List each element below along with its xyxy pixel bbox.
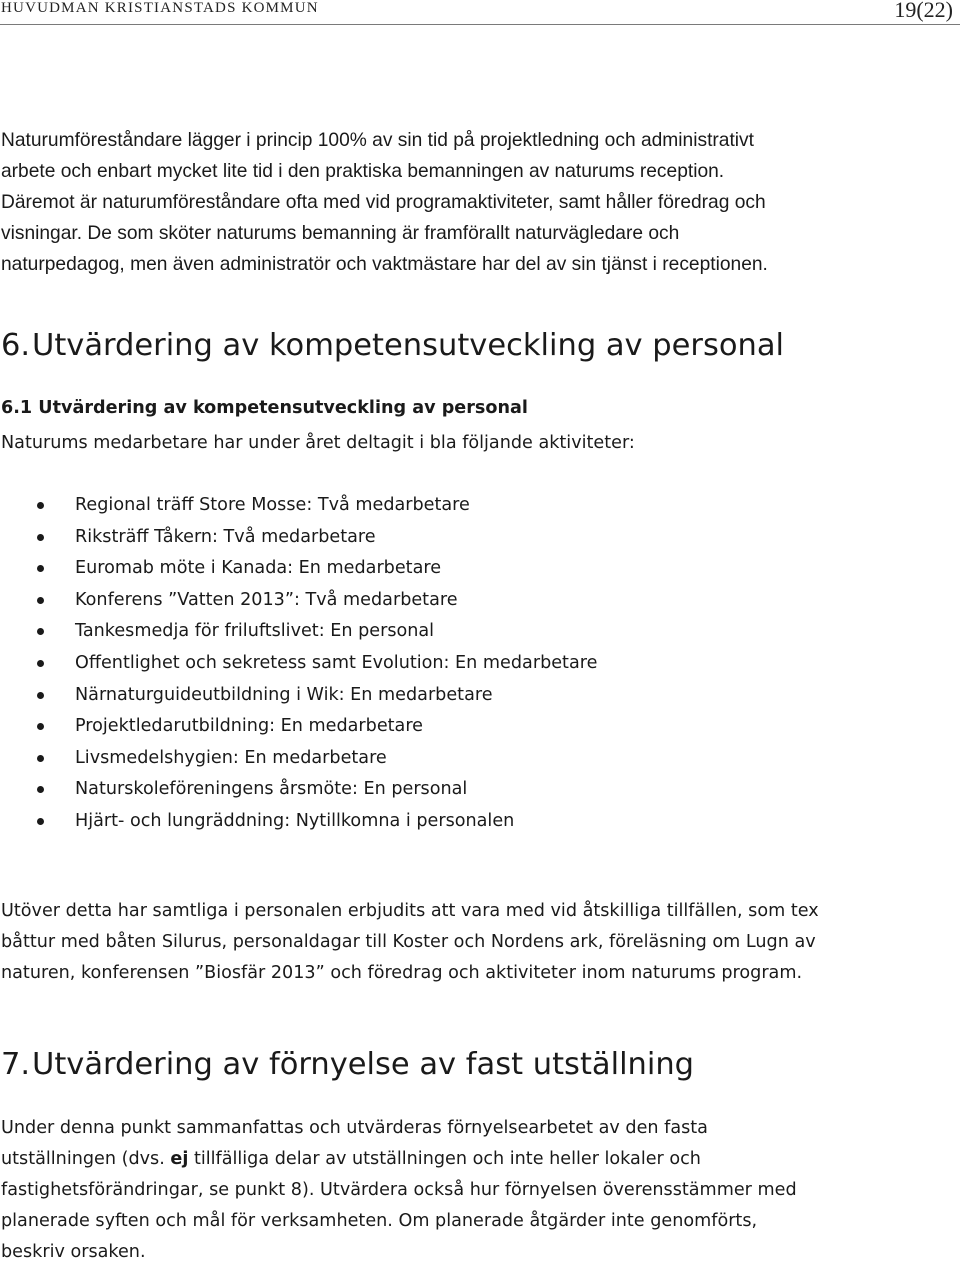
subsection-6-1-heading: 6.1 Utvärdering av kompetensutveckling av personal <box>1 398 528 418</box>
bullet-icon <box>37 786 44 793</box>
section-7-line: utställningen (dvs. ej tillfälliga delar av utställningen och inte heller lokaler och <box>1 1149 701 1169</box>
closing-line: båttur med båten Silurus, personaldagar till Koster och Nordens ark, föreläsning om Lugn av <box>1 932 816 952</box>
bullet-icon <box>37 565 44 572</box>
intro-line: Naturumföreståndare lägger i princip 100% av sin tid på projektledning och administrativt <box>1 130 754 151</box>
header-page-number: 19(22) <box>894 0 953 22</box>
header-organization: HUVUDMAN KRISTIANSTADS KOMMUN <box>1 0 319 16</box>
closing-line: naturen, konferensen ”Biosfär 2013” och föredrag och aktiviteter inom naturums program. <box>1 963 803 983</box>
intro-line: naturpedagog, men även administratör och vaktmästare har del av sin tjänst i receptionen. <box>1 254 768 275</box>
closing-line: Utöver detta har samtliga i personalen erbjudits att vara med vid åtskilliga tillfällen, som tex <box>1 901 819 921</box>
emphasis-ej: ej <box>170 1149 189 1169</box>
page-header <box>0 0 960 25</box>
section-6-closing-paragraph <box>1 896 946 989</box>
section-6-title: Utvärdering av kompetensutveckling av personal <box>32 328 785 363</box>
intro-line: Däremot är naturumföreståndare ofta med vid programaktiviteter, samt håller föredrag och <box>1 192 766 213</box>
section-6-lead: Naturums medarbetare har under året deltagit i bla följande aktiviteter: <box>1 433 635 453</box>
intro-paragraph <box>1 125 941 280</box>
bullet-icon <box>37 502 44 509</box>
section-7-line: beskriv orsaken. <box>1 1242 146 1262</box>
bullet-icon <box>37 660 44 667</box>
document-page: HUVUDMAN KRISTIANSTADS KOMMUN 19(22) Naturumföreståndare lägger i princip 100% av sin tid på projektledning och administrativt arbete och enbart mycket lite tid i den praktiska bemanningen av naturums reception. Däremot är naturumföreståndare ofta med vid programaktiviteter, samt håller föredrag och visningar. De som sköter naturums bemanning är framförallt naturvägledare och naturpedagog, men även administratör och vaktmästare har del av sin tjänst i receptionen. 6.Utvärdering av kompetensutveckling av personal 6.1 Utvärdering av kompetensutveckling av personal Naturums medarbetare har under året deltagit i bla följande aktiviteter: Regional träff Store Mosse: Två medarbetare Riksträff Tåkern: Två medarbetare Euromab möte i Kanada: En medarbetare Konferens ”Vatten 2013”: Två medarbetare Tankesmedja för friluftslivet: En personal Offentlighet och sekretess samt Evolution: En medarbetare Närnaturguideutbildning i Wik: En medarbetare Projektledarutbildning: En medarbetare Livsmedelshygien: En medarbetare Naturskoleföreningens årsmöte: En personal Hjärt- och lungräddning: Nytillkomna i personalen Utöver detta har samtliga i personalen erbjudits att vara med vid åtskilliga tillfällen, som tex båttur med båten Silurus, personaldagar till Koster och Nordens ark, föreläsning om Lugn av naturen, konferensen ”Biosfär 2013” och föredrag och aktiviteter inom naturums program. 7.Utvärdering av förnyelse av fast utställning Under denna punkt sammanfattas och utvärderas förnyelsearbetet av den fasta utställningen (dvs. ej tillfälliga delar av utställningen och inte heller lokaler och fastighetsförändringar, se punkt 8). Utvärdera också hur förnyelsen överensstämmer med planerade syften och mål för verksamheten. Om planerade åtgärder inte genomförts, beskriv orsaken. <box>0 0 960 1261</box>
section-7-heading <box>1 1045 694 1085</box>
section-7-line: Under denna punkt sammanfattas och utvärderas förnyelsearbetet av den fasta <box>1 1118 708 1138</box>
bullet-icon <box>37 818 44 825</box>
section-7-line: fastighetsförändringar, se punkt 8). Utvärdera också hur förnyelsen överensstämmer med <box>1 1180 797 1200</box>
section-6-heading <box>1 326 784 366</box>
section-7-number: 7. <box>1 1047 31 1082</box>
bullet-icon <box>37 723 44 730</box>
section-7-line: planerade syften och mål för verksamheten. Om planerade åtgärder inte genomförts, <box>1 1211 758 1231</box>
bullet-icon <box>37 755 44 762</box>
intro-line: arbete och enbart mycket lite tid i den praktiska bemanningen av naturums reception. <box>1 161 725 182</box>
bullet-icon <box>37 692 44 699</box>
bullet-icon <box>37 597 44 604</box>
bullet-icon <box>37 628 44 635</box>
intro-line: visningar. De som sköter naturums bemanning är framförallt naturvägledare och <box>1 223 680 244</box>
section-6-number: 6. <box>1 328 31 363</box>
section-7-paragraph <box>1 1113 946 1268</box>
section-7-title: Utvärdering av förnyelse av fast utställning <box>32 1047 695 1082</box>
bullet-icon <box>37 534 44 541</box>
